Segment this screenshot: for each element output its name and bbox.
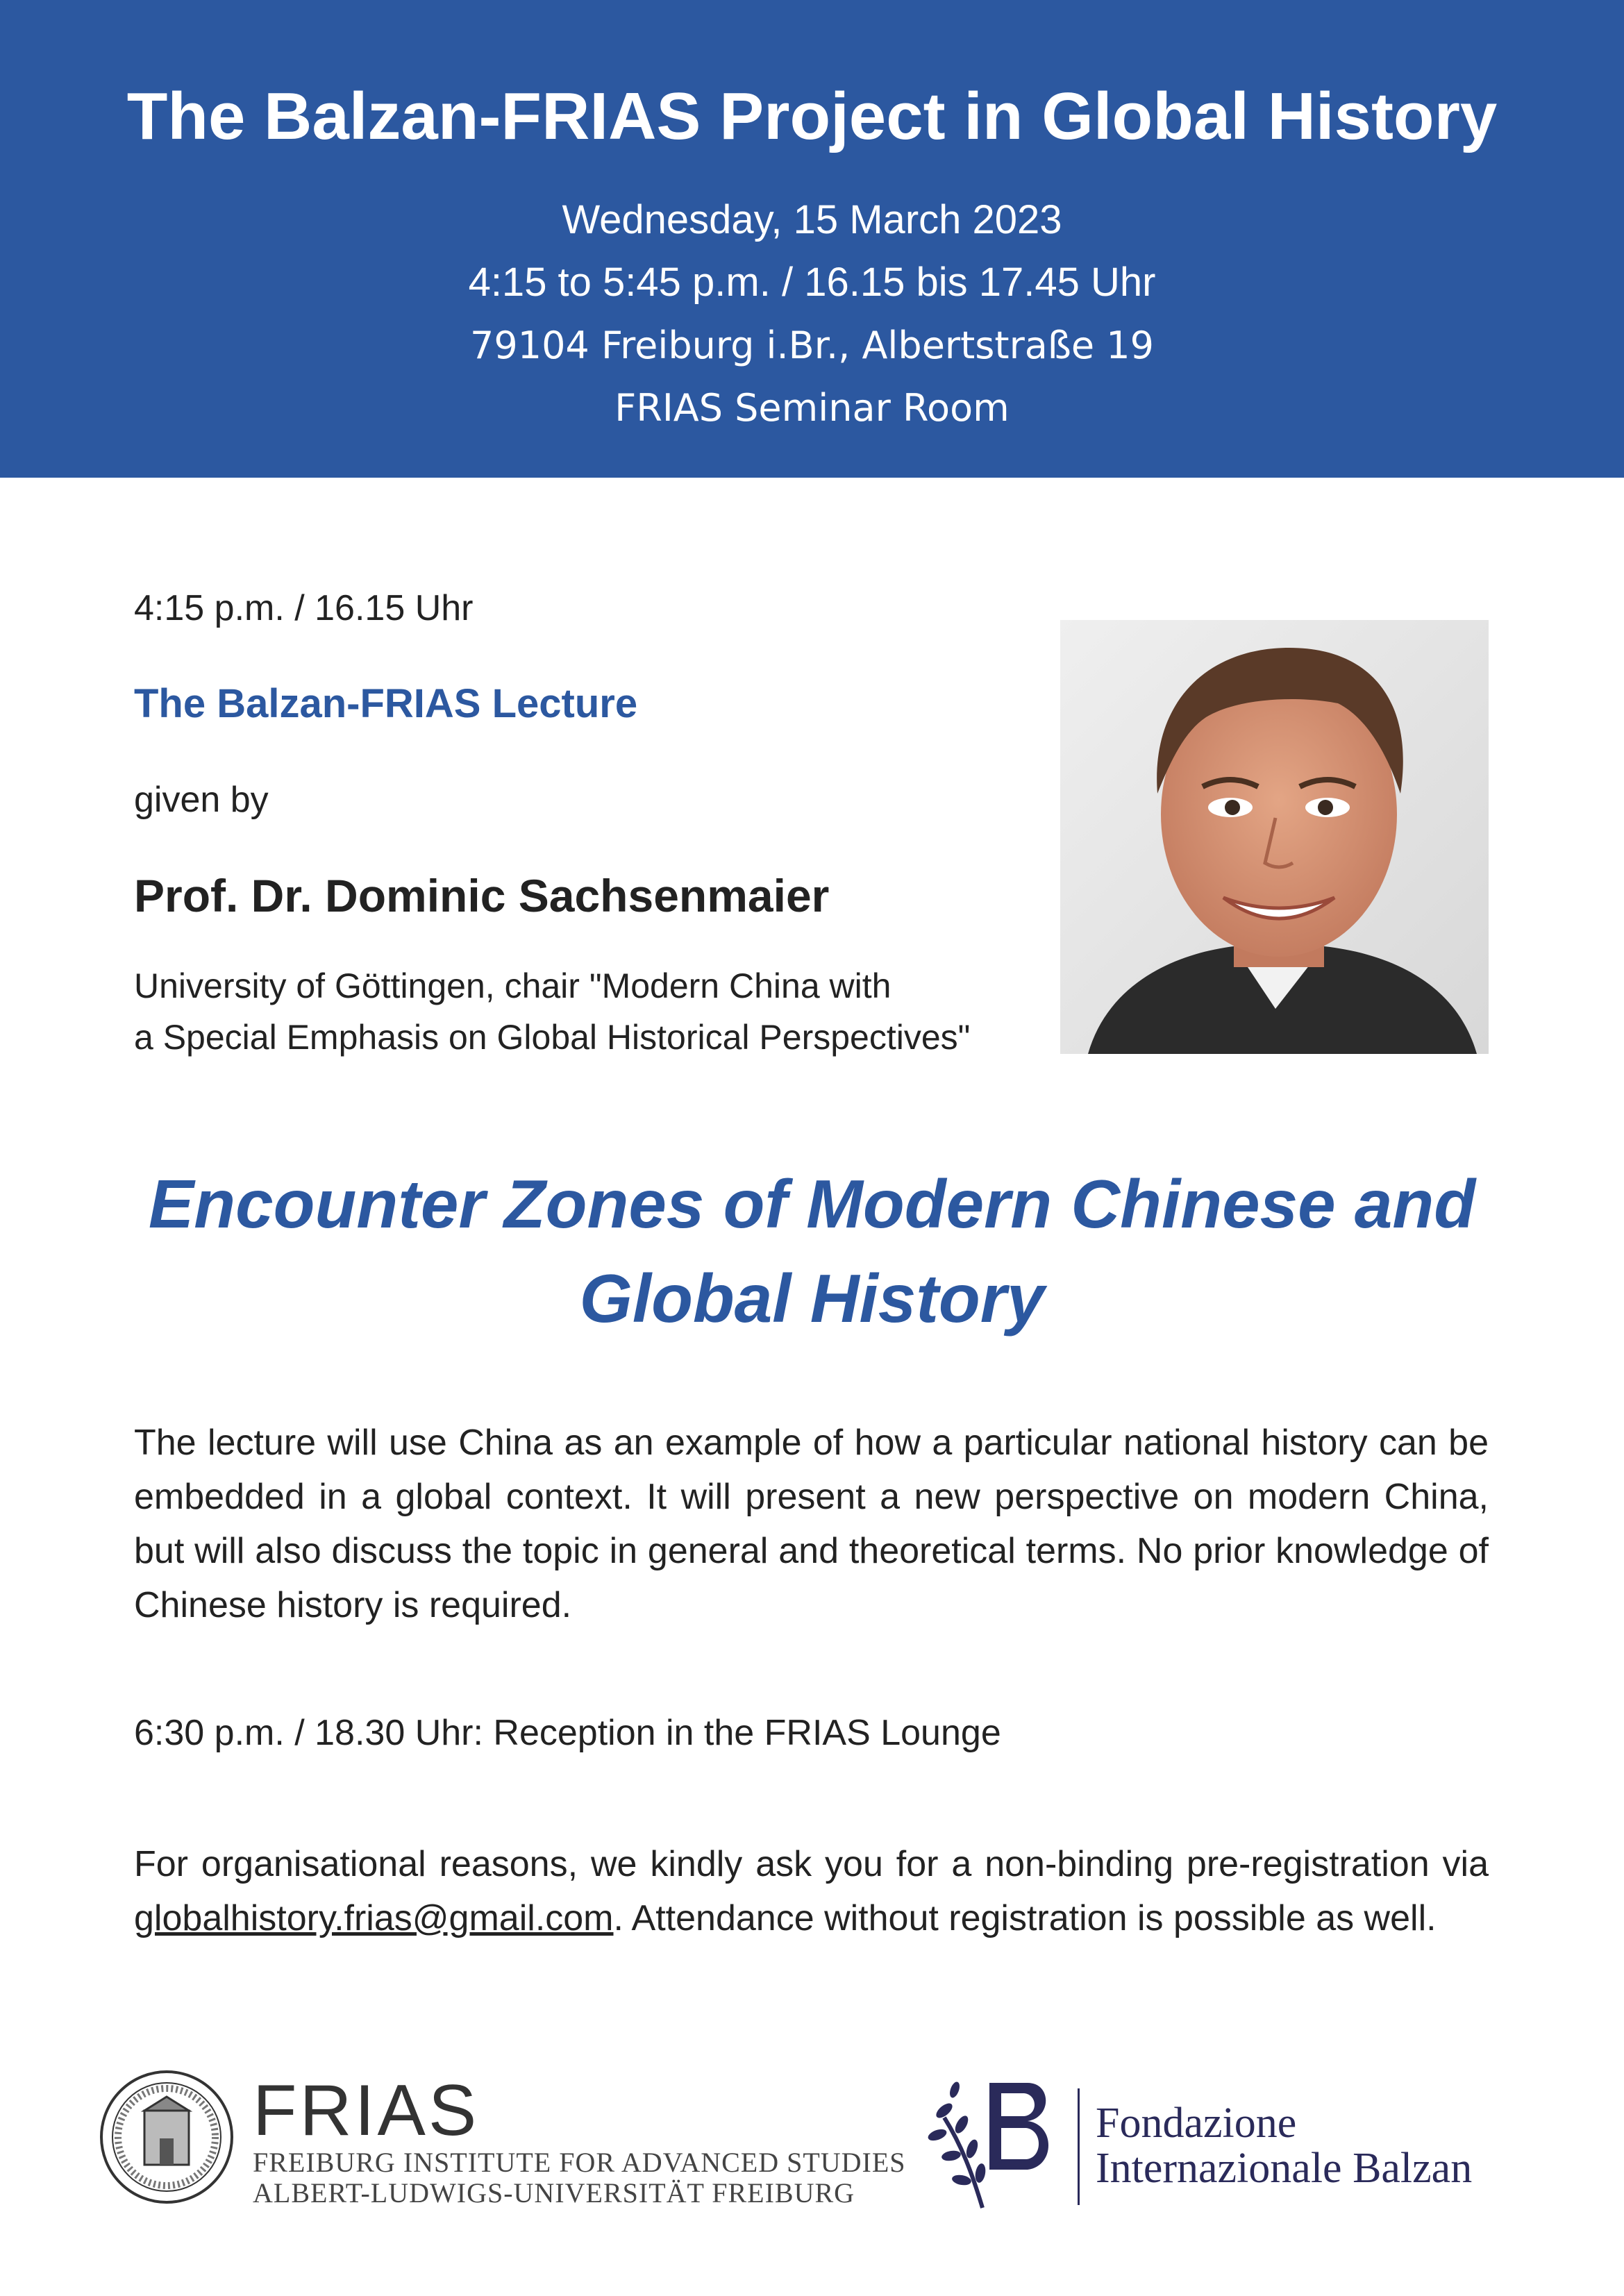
logo-divider [1078, 2088, 1080, 2205]
talk-abstract: The lecture will use China as an example of how a particular national history can be embedded in a global context. It will present a new perspective on modern China, but will also discuss the topic in general and theoretical terms. No prior knowledge of Chinese history is required. [134, 1423, 1489, 1625]
speaker-name: Prof. Dr. Dominic Sachsenmaier [134, 870, 830, 921]
registration-text-end: . Attendance without registration is possible as well. [613, 1898, 1437, 1938]
frias-logo: FRIAS [253, 2070, 480, 2151]
talk-title-line-1: Encounter Zones of Modern Chinese and [148, 1166, 1476, 1242]
reception-info: 6:30 p.m. / 18.30 Uhr: Reception in the FRIAS Lounge [134, 1713, 1001, 1753]
speaker-photo [1060, 620, 1489, 1054]
registration-email-link[interactable]: globalhistory.frias@gmail.com [134, 1898, 614, 1938]
balzan-name-line-1: Fondazione [1096, 2100, 1297, 2147]
registration-note [134, 1837, 1489, 1945]
balzan-name-line-2: Internazionale Balzan [1096, 2145, 1473, 2192]
talk-title-line-2: Global History [579, 1260, 1045, 1336]
header-banner [0, 0, 1624, 478]
talk-title [69, 1157, 1555, 1346]
event-address: 79104 Freiburg i.Br., Albertstraße 19 [470, 324, 1154, 367]
frias-name-line-2: ALBERT-LUDWIGS-UNIVERSITÄT FREIBURG [253, 2177, 855, 2209]
lecture-label: The Balzan-FRIAS Lecture [134, 681, 638, 726]
event-time: 4:15 to 5:45 p.m. / 16.15 bis 17.45 Uhr [468, 260, 1156, 305]
lecture-time: 4:15 p.m. / 16.15 Uhr [134, 588, 474, 628]
affiliation-line-2: a Special Emphasis on Global Historical Perspectives" [134, 1018, 971, 1057]
frias-name-line-1: FREIBURG INSTITUTE FOR ADVANCED STUDIES [253, 2147, 906, 2178]
event-room: FRIAS Seminar Room [614, 386, 1010, 430]
affiliation-line-1: University of Göttingen, chair "Modern China with [134, 966, 891, 1005]
given-by: given by [134, 780, 269, 820]
project-title: The Balzan-FRIAS Project in Global History [126, 79, 1498, 153]
event-date: Wednesday, 15 March 2023 [562, 197, 1062, 242]
university-seal-icon [99, 2069, 235, 2205]
balzan-emblem-icon [923, 2069, 1062, 2215]
registration-text: For organisational reasons, we kindly ask you for a non-binding pre-registration via [134, 1844, 1489, 1884]
speaker-affiliation [134, 960, 970, 1063]
